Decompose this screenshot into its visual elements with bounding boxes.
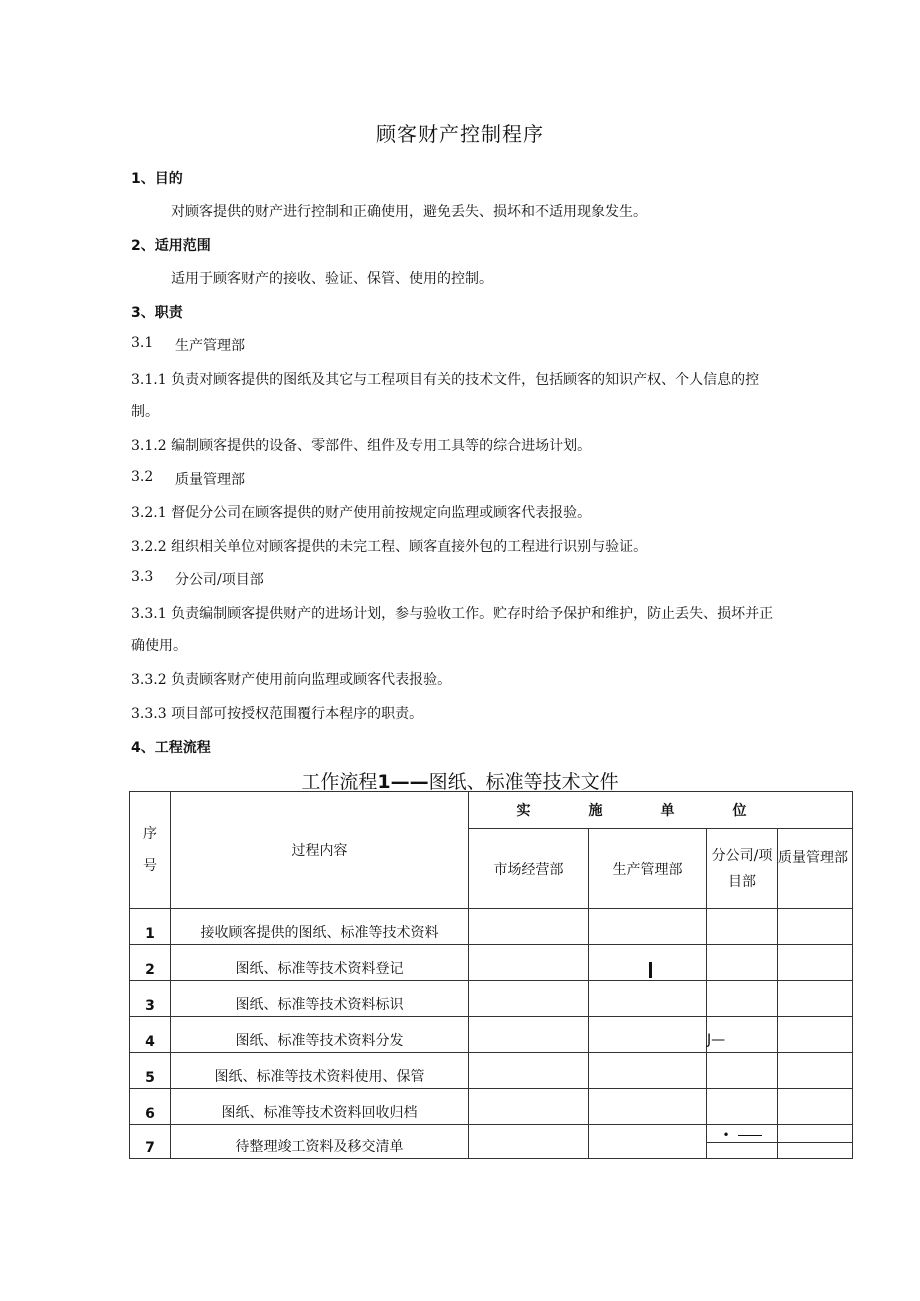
header-dept-branch: 分公司/项目部	[707, 829, 778, 909]
row-content: 图纸、标准等技术资料分发	[171, 1017, 469, 1053]
cell-production	[589, 909, 707, 945]
cell-production	[589, 1053, 707, 1089]
header-seq: 序 号	[130, 792, 171, 909]
table-row	[130, 981, 853, 1017]
section-3-3-1-line2: 确使用。	[131, 638, 187, 654]
row-number: 6	[130, 1089, 171, 1125]
row-number: 5	[130, 1053, 171, 1089]
cell-quality	[778, 909, 853, 945]
header-dept-quality: 质量管理部	[778, 829, 853, 909]
flow-title-suffix: 图纸、标准等技术文件	[428, 771, 619, 793]
cell-quality	[778, 1089, 853, 1125]
section-4-heading: 4、工程流程	[131, 740, 211, 756]
table-row	[130, 1053, 853, 1089]
flow-title-number: 1——	[377, 771, 429, 793]
cell-branch	[707, 981, 778, 1017]
flow-arrow-mark: J—	[707, 1032, 726, 1048]
section-3-3-2: 3.3.2 负责顾客财产使用前向监理或顾客代表报验。	[131, 672, 452, 688]
header-dept-market: 市场经营部	[469, 829, 589, 909]
flow-title-prefix: 工作流程	[301, 771, 378, 793]
cell-production	[589, 1125, 707, 1159]
cell-branch	[707, 1053, 778, 1089]
row-content: 接收顾客提供的图纸、标准等技术资料	[171, 909, 469, 945]
section-1-text: 对顾客提供的财产进行控制和正确使用，避免丢失、损坏和不适用现象发生。	[171, 204, 647, 220]
flow-table-title	[0, 767, 920, 794]
table-row	[130, 1017, 853, 1053]
cell-production	[589, 981, 707, 1017]
table-row	[130, 1125, 853, 1143]
cell-quality	[778, 1125, 853, 1143]
cell-market	[469, 1089, 589, 1125]
table-row	[130, 909, 853, 945]
row-number: 1	[130, 909, 171, 945]
row-content: 图纸、标准等技术资料标识	[171, 981, 469, 1017]
cell-branch	[707, 945, 778, 981]
row-number: 2	[130, 945, 171, 981]
table-row	[130, 1089, 853, 1125]
section-3-2-number: 3.2	[131, 469, 154, 485]
section-3-3-1-line1: 3.3.1 负责编制顾客提供财产的进场计划，参与验收工作。贮存时给予保护和维护，防止丢失、损坏并正	[131, 606, 774, 622]
cell-market	[469, 1017, 589, 1053]
header-impl-units: 实施单位	[469, 792, 853, 829]
section-3-heading: 3、职责	[131, 305, 183, 321]
section-3-1-2: 3.1.2 编制顾客提供的设备、零部件、组件及专用工具等的综合进场计划。	[131, 438, 592, 454]
row-content: 待整理竣工资料及移交清单	[171, 1125, 469, 1159]
cell-branch	[707, 1125, 778, 1143]
cell-quality	[778, 981, 853, 1017]
section-3-1-number: 3.1	[131, 335, 154, 351]
section-3-1-1-line1: 3.1.1 负责对顾客提供的图纸及其它与工程项目有关的技术文件，包括顾客的知识产权、个人信息的控	[131, 372, 760, 388]
flow-dot-mark: •	[722, 1128, 730, 1142]
section-3-2-title: 质量管理部	[175, 472, 245, 488]
section-3-1-1-line2: 制。	[131, 404, 159, 420]
cell-market	[469, 1125, 589, 1159]
cell-production	[589, 1017, 707, 1053]
header-dept-production: 生产管理部	[589, 829, 707, 909]
cell-market	[469, 909, 589, 945]
cell-branch	[707, 909, 778, 945]
row-content: 图纸、标准等技术资料登记	[171, 945, 469, 981]
cell-quality-lower	[778, 1143, 853, 1159]
cell-market	[469, 1053, 589, 1089]
section-3-2-2: 3.2.2 组织相关单位对顾客提供的未完工程、顾客直接外包的工程进行识别与验证。	[131, 539, 648, 555]
flow-dash-line	[738, 1135, 762, 1136]
cell-market	[469, 981, 589, 1017]
cell-branch-lower	[707, 1143, 778, 1159]
row-number: 3	[130, 981, 171, 1017]
row-content: 图纸、标准等技术资料使用、保管	[171, 1053, 469, 1089]
row-content: 图纸、标准等技术资料回收归档	[171, 1089, 469, 1125]
cell-branch	[707, 1089, 778, 1125]
cell-quality	[778, 1053, 853, 1089]
flow-table	[129, 791, 853, 1159]
cell-market	[469, 945, 589, 981]
cell-production	[589, 945, 707, 981]
cell-branch	[707, 1017, 778, 1053]
cell-production	[589, 1089, 707, 1125]
section-1-heading: 1、目的	[131, 171, 183, 187]
cell-quality	[778, 1017, 853, 1053]
section-2-heading: 2、适用范围	[131, 238, 211, 254]
cell-quality	[778, 945, 853, 981]
table-row	[130, 945, 853, 981]
header-content: 过程内容	[171, 792, 469, 909]
section-3-3-3: 3.3.3 项目部可按授权范围覆行本程序的职责。	[131, 706, 424, 722]
section-3-2-1: 3.2.1 督促分公司在顾客提供的财产使用前按规定向监理或顾客代表报验。	[131, 505, 592, 521]
section-2-text: 适用于顾客财产的接收、验证、保管、使用的控制。	[171, 271, 493, 287]
section-3-3-number: 3.3	[131, 569, 154, 585]
flow-line-mark	[649, 962, 652, 978]
document-title: 顾客财产控制程序	[376, 122, 544, 146]
row-number: 7	[130, 1125, 171, 1159]
row-number: 4	[130, 1017, 171, 1053]
section-3-3-title: 分公司/项目部	[175, 572, 264, 588]
section-3-1-title: 生产管理部	[175, 338, 245, 354]
